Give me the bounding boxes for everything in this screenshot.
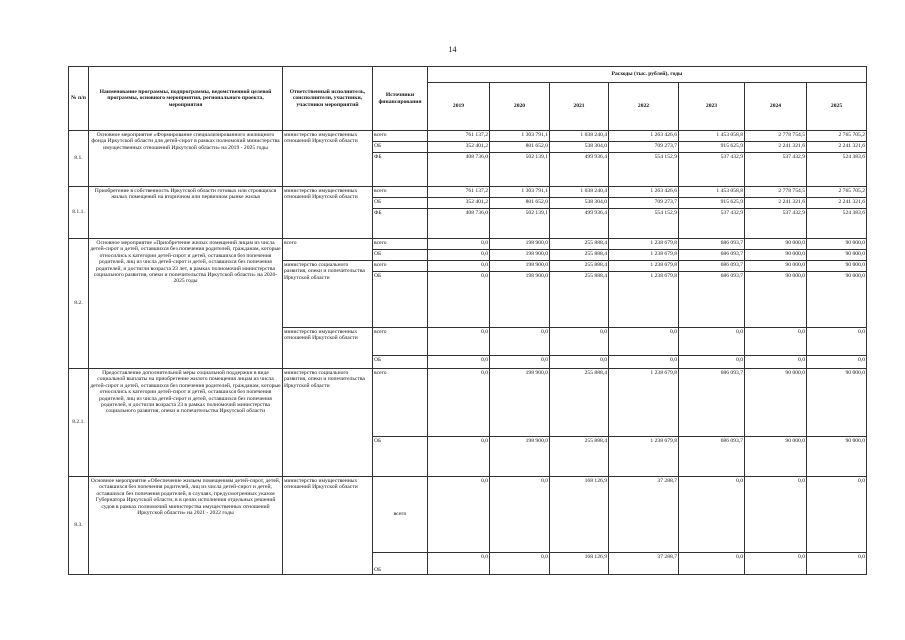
value-cell: 1 453 058,8 <box>679 187 745 198</box>
row-responsible: министерство социального развития, опеки и попечительства Иркутской области <box>283 369 373 477</box>
source-cell: ОБ <box>373 142 428 153</box>
value-cell: 352 401,2 <box>428 198 490 209</box>
value-cell: 37 288,7 <box>609 477 679 553</box>
value-cell: 2 241 321,6 <box>745 142 807 153</box>
header-year: 2022 <box>609 83 679 131</box>
value-cell: 0,0 <box>428 369 490 437</box>
header-year: 2020 <box>490 83 550 131</box>
source-cell: всего <box>373 261 428 272</box>
source-cell: всего <box>373 239 428 250</box>
value-cell: 0,0 <box>428 553 490 575</box>
value-cell: 90 000,0 <box>807 250 867 261</box>
value-cell: 198 900,0 <box>490 250 550 261</box>
value-cell: 524 383,6 <box>807 153 867 187</box>
header-year: 2024 <box>745 83 807 131</box>
row-responsible: министерство имущественных отношений Иркутской области <box>283 187 373 239</box>
row-name: Основное мероприятие «Приобретение жилых помещений лицам из числа детей-сирот и детей, оставшихся без попечения родителей, гражданам, которые относились к категории детей-сирот и детей, оставшихся без попечения родителей, лиц из числа детей-сирот и детей, оставшихся без попечения родителей, и достигли возраста 23 лет, в рамках полномочий министерства социального развития, опеки и попечительства Иркутской области» на 2020-2025 годы <box>89 239 283 369</box>
value-cell: 1 238 679,8 <box>609 437 679 477</box>
header-year: 2019 <box>428 83 490 131</box>
value-cell: 0,0 <box>428 477 490 553</box>
row-responsible: министерство имущественных отношений Иркутской области <box>283 328 373 369</box>
source-cell: ФБ <box>373 209 428 239</box>
value-cell: 0,0 <box>679 328 745 356</box>
value-cell: 408 736,0 <box>428 153 490 187</box>
value-cell: 0,0 <box>745 356 807 369</box>
value-cell: 255 888,4 <box>550 261 609 272</box>
value-cell: 2 241 321,6 <box>807 198 867 209</box>
value-cell: 554 152,9 <box>609 153 679 187</box>
value-cell: 255 888,4 <box>550 250 609 261</box>
value-cell: 1 238 679,8 <box>609 261 679 272</box>
value-cell: 90 000,0 <box>745 261 807 272</box>
value-cell: 709 273,7 <box>609 198 679 209</box>
value-cell: 408 736,0 <box>428 209 490 239</box>
value-cell: 915 625,9 <box>679 142 745 153</box>
value-cell: 90 000,0 <box>745 437 807 477</box>
value-cell: 1 238 679,8 <box>609 250 679 261</box>
value-cell: 499 936,4 <box>550 153 609 187</box>
value-cell: 2 241 321,6 <box>745 198 807 209</box>
header-year: 2021 <box>550 83 609 131</box>
value-cell: 1 038 240,4 <box>550 131 609 142</box>
header-expenses: Расходы (тыс. рублей), годы <box>428 67 867 83</box>
value-cell: 0,0 <box>745 477 807 553</box>
source-cell: всего <box>373 131 428 142</box>
value-cell: 1 453 058,8 <box>679 131 745 142</box>
value-cell: 0,0 <box>807 477 867 553</box>
value-cell: 0,0 <box>550 356 609 369</box>
value-cell: 198 900,0 <box>490 437 550 477</box>
value-cell: 1 303 791,1 <box>490 187 550 198</box>
value-cell: 255 888,4 <box>550 369 609 437</box>
value-cell: 761 137,2 <box>428 187 490 198</box>
value-cell: 686 093,7 <box>679 239 745 250</box>
value-cell: 0,0 <box>428 272 490 328</box>
value-cell: 801 652,0 <box>490 198 550 209</box>
value-cell: 90 000,0 <box>807 239 867 250</box>
value-cell: 0,0 <box>428 250 490 261</box>
value-cell: 0,0 <box>490 356 550 369</box>
source-cell: всего <box>373 328 428 356</box>
value-cell: 0,0 <box>807 328 867 356</box>
source-cell: ОБ <box>373 553 428 575</box>
row-name: Основное мероприятие «Обеспечение жильем помещениям детей-сирот, детей, оставшихся без попечения родителей, лиц из числа детей-сирот и детей, оставшихся без попечения родителей, в случаях, предусмотренных указом Губернатора Иркутской области, в в целях исполнения отдельных решений судов в рамках полномочий министерства имущественных отношений Иркутской области» на 2021 - 2022 годы <box>89 477 283 575</box>
value-cell: 0,0 <box>490 477 550 553</box>
source-cell: всего <box>373 477 428 553</box>
source-cell: ОБ <box>373 437 428 477</box>
source-cell: ФБ <box>373 153 428 187</box>
value-cell: 502 139,1 <box>490 153 550 187</box>
value-cell: 502 139,1 <box>490 209 550 239</box>
value-cell: 686 093,7 <box>679 369 745 437</box>
value-cell: 90 000,0 <box>745 239 807 250</box>
page-number: 14 <box>448 45 457 54</box>
value-cell: 0,0 <box>679 477 745 553</box>
value-cell: 686 093,7 <box>679 250 745 261</box>
source-cell: всего <box>373 369 428 437</box>
row-name: Основное мероприятие «Формирование специализированного жилищного фонда Иркутской области для детей-сирот в рамках полномочий министерства имущественных отношений Иркутской области» на 2019 - 2025 годы <box>89 131 283 187</box>
value-cell: 0,0 <box>428 239 490 250</box>
value-cell: 0,0 <box>428 437 490 477</box>
value-cell: 90 000,0 <box>807 261 867 272</box>
value-cell: 0,0 <box>428 356 490 369</box>
row-name: Приобретение в собственность Иркутской области готовых или строящихся жилых помещений на вторичном или первичном рынке жилья <box>89 187 283 239</box>
value-cell: 198 900,0 <box>490 261 550 272</box>
value-cell: 524 383,6 <box>807 209 867 239</box>
row-number: 8.2. <box>69 239 89 369</box>
row-responsible: министерство имущественных отношений Иркутской области <box>283 131 373 187</box>
value-cell: 709 273,7 <box>609 142 679 153</box>
source-cell: ОБ <box>373 198 428 209</box>
value-cell: 90 000,0 <box>745 250 807 261</box>
value-cell: 1 263 426,6 <box>609 187 679 198</box>
value-cell: 1 303 791,1 <box>490 131 550 142</box>
value-cell: 90 000,0 <box>745 369 807 437</box>
row-responsible: министерство имущественных отношений Иркутской области <box>283 477 373 575</box>
header-num: № п/п <box>69 67 89 131</box>
value-cell: 2 765 705,2 <box>807 187 867 198</box>
value-cell: 2 241 321,6 <box>807 142 867 153</box>
value-cell: 255 888,4 <box>550 272 609 328</box>
source-cell: ОБ <box>373 356 428 369</box>
value-cell: 0,0 <box>428 261 490 272</box>
header-name: Наименование программы, подпрограммы, ведомственной целевой программы, основного мероприятия, регионального проекта, мероприятия <box>89 67 283 131</box>
header-year: 2025 <box>807 83 867 131</box>
value-cell: 0,0 <box>679 356 745 369</box>
source-cell: всего <box>373 187 428 198</box>
row-number: 8.2.1. <box>69 369 89 477</box>
value-cell: 2 765 705,2 <box>807 131 867 142</box>
value-cell: 0,0 <box>745 553 807 575</box>
header-source: Источники финансирования <box>373 67 428 131</box>
value-cell: 686 093,7 <box>679 261 745 272</box>
value-cell: 0,0 <box>490 328 550 356</box>
row-responsible: всего <box>283 239 373 261</box>
value-cell: 1 238 679,8 <box>609 239 679 250</box>
row-number: 8.1.1. <box>69 187 89 239</box>
value-cell: 90 000,0 <box>745 272 807 328</box>
value-cell: 537 432,9 <box>679 153 745 187</box>
value-cell: 554 152,9 <box>609 209 679 239</box>
value-cell: 915 625,9 <box>679 198 745 209</box>
value-cell: 0,0 <box>609 328 679 356</box>
value-cell: 1 038 240,4 <box>550 187 609 198</box>
row-number: 8.1. <box>69 131 89 187</box>
value-cell: 352 401,2 <box>428 142 490 153</box>
value-cell: 0,0 <box>550 328 609 356</box>
value-cell: 1 238 679,8 <box>609 272 679 328</box>
value-cell: 0,0 <box>428 328 490 356</box>
row-number: 8.3. <box>69 477 89 575</box>
value-cell: 0,0 <box>490 553 550 575</box>
value-cell: 90 000,0 <box>807 437 867 477</box>
value-cell: 537 432,9 <box>745 153 807 187</box>
value-cell: 2 778 754,5 <box>745 131 807 142</box>
value-cell: 686 093,7 <box>679 437 745 477</box>
value-cell: 1 263 426,6 <box>609 131 679 142</box>
value-cell: 90 000,0 <box>807 369 867 437</box>
source-cell: ОБ <box>373 272 428 328</box>
value-cell: 198 900,0 <box>490 239 550 250</box>
value-cell: 499 936,4 <box>550 209 609 239</box>
value-cell: 90 000,0 <box>807 272 867 328</box>
expenses-table <box>68 66 867 575</box>
header-year: 2023 <box>679 83 745 131</box>
value-cell: 255 888,4 <box>550 239 609 250</box>
value-cell: 538 304,0 <box>550 142 609 153</box>
value-cell: 168 126,9 <box>550 477 609 553</box>
value-cell: 198 900,0 <box>490 272 550 328</box>
value-cell: 0,0 <box>679 553 745 575</box>
value-cell: 198 900,0 <box>490 369 550 437</box>
value-cell: 538 304,0 <box>550 198 609 209</box>
value-cell: 2 778 754,5 <box>745 187 807 198</box>
value-cell: 0,0 <box>807 553 867 575</box>
value-cell: 0,0 <box>609 356 679 369</box>
value-cell: 37 288,7 <box>609 553 679 575</box>
value-cell: 801 652,0 <box>490 142 550 153</box>
row-name: Предоставление дополнительной меры социальной поддержки в виде социальной выплаты на приобретение жилого помещения лицам из числа детей-сирот и детей, оставшихся без попечения родителей, гражданам, которые относились к категории детей-сирот и детей, оставшихся без попечения родителей, лиц из числа детей-сирот и детей, оставшихся без попечения родителей, и достигли возраста 23 в рамках полномочий министерства социального развития, опеки и попечительства Иркутской области <box>89 369 283 477</box>
value-cell: 686 093,7 <box>679 272 745 328</box>
value-cell: 0,0 <box>745 328 807 356</box>
value-cell: 168 126,9 <box>550 553 609 575</box>
value-cell: 1 238 679,8 <box>609 369 679 437</box>
value-cell: 761 137,2 <box>428 131 490 142</box>
value-cell: 537 432,9 <box>679 209 745 239</box>
row-responsible: министерство социального развития, опеки и попечительства Иркутской области <box>283 261 373 328</box>
value-cell: 537 432,9 <box>745 209 807 239</box>
header-responsible: Ответственный исполнитель, соисполнители, участники, участники мероприятий <box>283 67 373 131</box>
value-cell: 255 888,4 <box>550 437 609 477</box>
source-cell: ОБ <box>373 250 428 261</box>
value-cell: 0,0 <box>807 356 867 369</box>
